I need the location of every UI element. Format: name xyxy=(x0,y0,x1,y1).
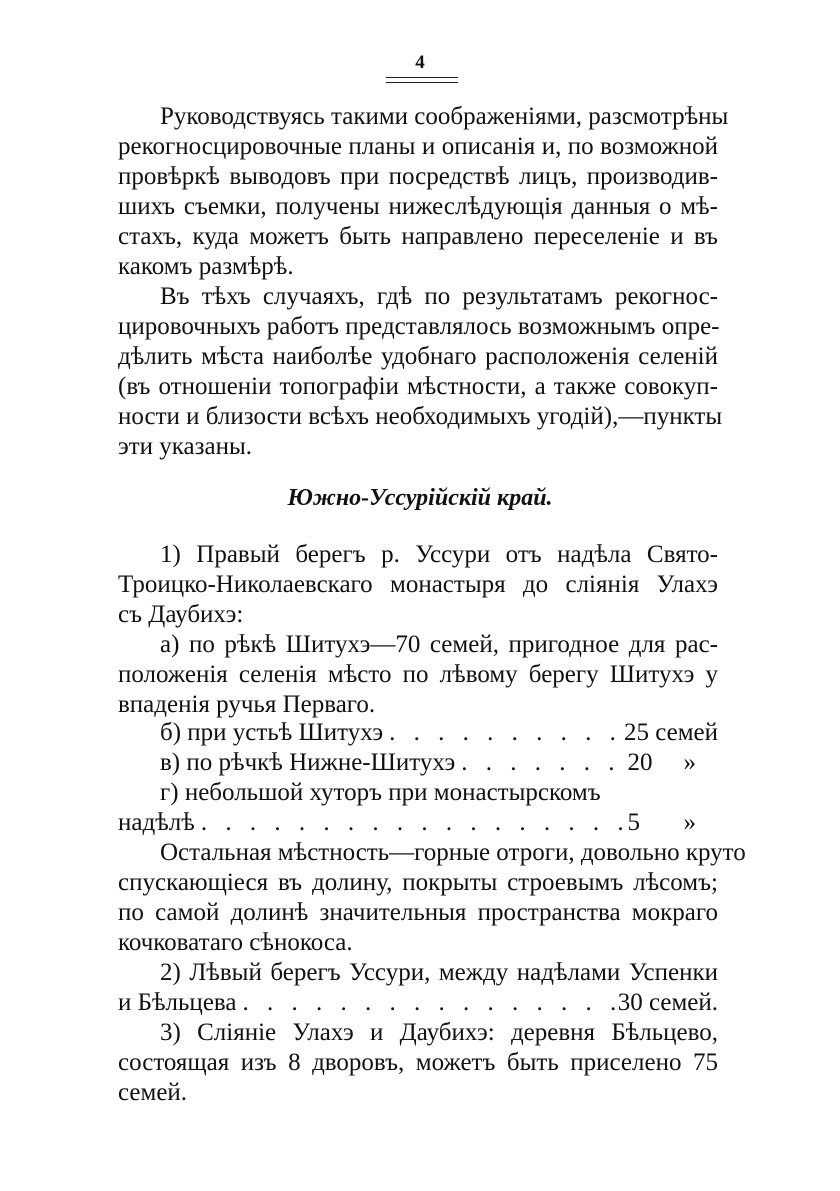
paragraph-line: Остальная мѣстность—горные отроги, довольно круто xyxy=(160,839,746,866)
item-line: а) по рѣкѣ Шитухэ—70 семей, пригодное для рас- xyxy=(160,631,718,658)
dot-leader xyxy=(195,808,628,838)
listing-label: в) по рѣчкѣ Нижне-Шитухэ xyxy=(160,749,456,776)
paragraph-line: спускающiеся въ долину, покрыты строевымъ лѣсомъ; xyxy=(118,869,718,896)
listing-amount: 20 xyxy=(627,749,653,776)
intro-line: стахъ, куда можетъ быть направлено переселенiе и въ xyxy=(118,223,718,250)
item-line: 1) Правый берегъ р. Уссури отъ надѣла Свято- xyxy=(160,541,718,568)
paragraph-line: по самой долинѣ значительныя пространства мокраго xyxy=(118,899,718,926)
item-line: 3) Слiянiе Улахэ и Даубихэ: деревня Бѣльцево, xyxy=(160,1019,718,1046)
intro-line: провѣркѣ выводовъ при посредствѣ лицъ, производив- xyxy=(118,163,718,190)
dot-leader xyxy=(383,718,624,748)
listing-label: и Бѣльцева xyxy=(118,989,237,1016)
item-line: семей. xyxy=(118,1079,188,1106)
listing-row xyxy=(118,808,696,838)
intro-line: какомъ размѣрѣ. xyxy=(118,253,294,280)
item-line: впаденiя ручья Перваго. xyxy=(118,691,376,718)
listing-row xyxy=(160,718,718,748)
listing-row xyxy=(160,748,696,778)
header-rule xyxy=(386,82,458,83)
listing-label: надѣлѣ xyxy=(118,809,195,836)
paragraph-line: ности и близости всѣхъ необходимыхъ угодiй),—пункты xyxy=(118,403,723,430)
item-line: съ Даубихэ: xyxy=(118,601,244,628)
item-line: г) небольшой хуторъ при монастырскомъ xyxy=(160,779,601,806)
paragraph-line: Въ тѣхъ случаяхъ, гдѣ по результатамъ рекогнос- xyxy=(160,283,718,310)
intro-line: рекогносцировочные планы и описанiя и, по возможной xyxy=(118,133,718,160)
listing-label: б) при устьѣ Шитухэ xyxy=(160,719,384,746)
listing-row xyxy=(118,988,718,1018)
dot-leader xyxy=(455,748,627,778)
item-line: Троицко-Николаевскаго монастыря до слiянiя Улахэ xyxy=(118,571,718,598)
item-line: состоящая изъ 8 дворовъ, можетъ быть приселено 75 xyxy=(118,1049,718,1076)
listing-amount: 25 семей xyxy=(623,719,718,746)
paragraph-line: (въ отношенiи топографiи мѣстности, а также совокуп- xyxy=(118,373,718,400)
paragraph-line: эти указаны. xyxy=(118,433,253,460)
dot-leader xyxy=(236,988,617,1018)
item-line: положенiя селенiя мѣсто по лѣвому берегу Шитухэ у xyxy=(118,661,718,688)
section-heading: Южно-Уссурiйскiй край. xyxy=(287,485,553,511)
ditto-mark: » xyxy=(683,749,696,776)
paragraph-line: кочковатаго сѣнокоса. xyxy=(118,929,353,956)
listing-amount: 30 семей. xyxy=(617,989,718,1016)
ditto-mark: » xyxy=(683,809,696,836)
item-line: 2) Лѣвый берегъ Уссури, между надѣлами Успенки xyxy=(160,959,718,986)
listing-amount: 5 xyxy=(627,809,640,836)
intro-line: шихъ съемки, получены нижеслѣдующiя данныя о мѣ- xyxy=(118,193,718,220)
header-rule xyxy=(386,77,458,78)
paragraph-line: цировочныхъ работъ представлялось возможнымъ опре- xyxy=(118,313,720,340)
intro-line: Руководствуясь такими соображенiями, разсмотрѣны xyxy=(160,103,729,130)
paragraph-line: дѣлить мѣста наиболѣе удобнаго расположенiя селенiй xyxy=(118,343,718,370)
page-number: 4 xyxy=(415,52,425,73)
